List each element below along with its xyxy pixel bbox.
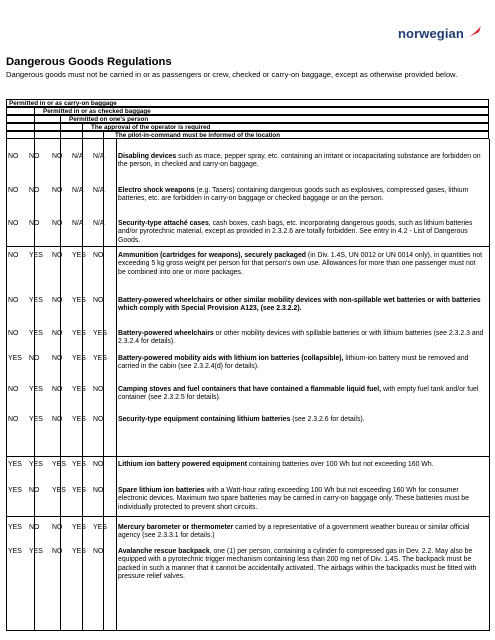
permission-cell: NO — [8, 330, 19, 337]
item-description — [118, 355, 485, 372]
permission-cell: NO — [29, 524, 40, 531]
group-divider — [6, 456, 489, 457]
item-description — [118, 461, 485, 469]
grid-line — [116, 139, 117, 631]
header-on-person — [6, 115, 489, 123]
permission-cell: YES — [29, 330, 43, 337]
item-detail: containing batteries over 100 Wh but not exceeding 160 Wh. — [247, 461, 434, 468]
item-description — [118, 487, 485, 512]
item-description — [118, 330, 485, 347]
item-name: Battery-powered mobility aids with lithium ion batteries (collapsible), — [118, 355, 344, 362]
header-label: The pilot-in-command must be informed of the location — [115, 132, 281, 139]
permission-cell: NO — [52, 220, 63, 227]
permission-cell: YES — [29, 297, 43, 304]
permission-cell: YES — [8, 355, 22, 362]
permission-cell: NO — [52, 548, 63, 555]
permission-cell: NO — [93, 297, 104, 304]
permission-cell: YES — [8, 487, 22, 494]
permission-cell: NO — [93, 416, 104, 423]
permission-cell: NO — [93, 548, 104, 555]
permission-cell: YES — [72, 416, 86, 423]
item-description — [118, 416, 485, 424]
permission-cell: NO — [29, 153, 40, 160]
permission-cell: NO — [52, 330, 63, 337]
item-detail: carried by a representative of a government weather bureau or similar official agency (see 2.3.3.1 for details.) — [118, 524, 470, 540]
item-detail: (e.g. Tasers) containing dangerous goods such as explosives, compressed gases, lithium batteries, etc. are forbidden in carry-on baggage or checked baggage or on the person. — [118, 187, 469, 203]
item-detail: with empty fuel tank and/or fuel container (see 2.3.2.5 for details). — [118, 386, 479, 402]
header-label: The approval of the operator is required — [91, 124, 211, 131]
item-name: Electro shock weapons — [118, 187, 195, 194]
permission-cell: N/A — [72, 187, 84, 194]
permission-cell: NO — [8, 220, 19, 227]
permission-cell: N/A — [72, 153, 84, 160]
permission-cell: NO — [93, 487, 104, 494]
permission-cell: YES — [29, 548, 43, 555]
item-name: Spare lithium ion batteries — [118, 487, 205, 494]
permission-cell: YES — [29, 252, 43, 259]
permission-cell: YES — [8, 524, 22, 531]
permission-cell: N/A — [93, 220, 105, 227]
permission-cell: YES — [52, 461, 66, 468]
item-name: Camping stoves and fuel containers that have contained a flammable liquid fuel, — [118, 386, 382, 393]
item-description — [118, 220, 485, 245]
page-title: Dangerous Goods Regulations — [6, 56, 172, 68]
permission-cell: YES — [72, 524, 86, 531]
item-description — [118, 252, 485, 277]
permission-cell: YES — [72, 297, 86, 304]
permission-cell: N/A — [72, 220, 84, 227]
permission-cell: YES — [72, 487, 86, 494]
permission-cell: YES — [8, 461, 22, 468]
item-name: Security-type attaché cases — [118, 220, 209, 227]
permission-cell: NO — [8, 187, 19, 194]
permission-cell: YES — [72, 252, 86, 259]
item-detail: with a Watt-hour rating exceeding 100 Wh but not exceeding 160 Wh for consumer electronic devices. Maximum two spare batteries may be carried in carry-on baggage only. These batteries must be individually protected to prevent short circuits. — [118, 487, 469, 511]
permission-cell: YES — [29, 461, 43, 468]
permission-cell: YES — [93, 330, 107, 337]
item-name: Avalanche rescue backpack — [118, 548, 210, 555]
grid-line — [6, 139, 7, 631]
permission-cell: NO — [29, 220, 40, 227]
item-description — [118, 153, 485, 170]
permission-cell: NO — [52, 524, 63, 531]
header-label: Permitted in or as carry-on baggage — [9, 100, 117, 107]
permission-cell: N/A — [93, 153, 105, 160]
item-detail: (in Div. 1.4S, UN 0012 or UN 0014 only), in quantities not exceeding 5 kg gross weight per person for that person's own use. Allowances for more than one passenger must not be combined into one or more packages. — [118, 252, 483, 276]
permission-cell: NO — [8, 297, 19, 304]
item-description — [118, 297, 485, 314]
permission-cell: NO — [93, 252, 104, 259]
item-name: Battery-powered wheelchairs — [118, 330, 214, 337]
header-checked — [6, 107, 489, 115]
group-divider — [6, 630, 489, 631]
norwegian-logo — [398, 25, 478, 45]
permission-cell: NO — [29, 355, 40, 362]
item-name: Mercury barometer or thermometer — [118, 524, 234, 531]
permission-cell: NO — [52, 153, 63, 160]
item-detail: or other mobility devices with spillable batteries or with lithium batteries (see 2.3.2.3 and 2.3.2.4 for details). — [118, 330, 484, 346]
permission-cell: YES — [93, 524, 107, 531]
header-label: Permitted on one's person — [69, 116, 149, 123]
permission-cell: NO — [8, 386, 19, 393]
grid-line — [489, 139, 490, 631]
item-name: Lithium ion battery powered equipment — [118, 461, 248, 468]
permission-cell: YES — [29, 386, 43, 393]
item-detail: , cash boxes, cash bags, etc. incorporating dangerous goods, such as lithium batteries and/or pyrotechnic material, except as provided in 2.3.2.6 are totally forbidden. See entry in 4.2 - List of Dangerous Goods. — [118, 220, 473, 244]
item-name: Ammunition (cartridges for weapons), securely packaged — [118, 252, 307, 259]
permission-cell: NO — [52, 187, 63, 194]
item-description — [118, 524, 485, 541]
item-detail: , one (1) per person, containing a cylinder fo compressed gas in Dev. 2.2. May also be equipped with a pyrotechnic trigger mechanism containing less than 200 mg net of Div. 1.4S. The backpack must be packed in such a manner that it cannot be accidentally activated. The airbags within the backpacks must be fitted with pressure relief valves. — [118, 548, 477, 581]
logo-text: norwegian — [398, 26, 464, 41]
permission-cell: NO — [52, 297, 63, 304]
header-label: Permitted in or as checked baggage — [43, 108, 151, 115]
item-name: Security-type equipment containing lithium batteries — [118, 416, 291, 423]
permission-cell: NO — [52, 355, 63, 362]
permission-cell: NO — [29, 187, 40, 194]
permission-cell: YES — [29, 416, 43, 423]
permission-cell: NO — [93, 461, 104, 468]
permission-cell: NO — [93, 386, 104, 393]
header-pilot-informed — [6, 131, 489, 139]
permission-cell: YES — [72, 548, 86, 555]
item-detail: (see 2.3.2.6 for details). — [290, 416, 365, 423]
item-description — [118, 187, 485, 204]
permission-cell: NO — [29, 487, 40, 494]
permission-cell: NO — [52, 252, 63, 259]
permission-cell: NO — [52, 416, 63, 423]
group-divider — [6, 246, 489, 247]
permission-cell: NO — [8, 153, 19, 160]
permission-cell: YES — [8, 548, 22, 555]
permission-cell: NO — [52, 386, 63, 393]
intro-paragraph: Dangerous goods must not be carried in or as passengers or crew, checked or carry-on baggage, except as otherwise provided below. — [6, 70, 458, 79]
item-name: Battery-powered wheelchairs or other similar mobility devices with non-spillable wet batteries or with batteries which comply with Special Provision A123, (see 2.3.2.2). — [118, 297, 481, 313]
permission-cell: YES — [72, 330, 86, 337]
permission-cell: NO — [8, 416, 19, 423]
permission-cell: YES — [93, 355, 107, 362]
item-description — [118, 386, 485, 403]
group-divider — [6, 516, 489, 517]
item-name: Disabling devices — [118, 153, 177, 160]
permission-cell: YES — [72, 386, 86, 393]
item-description — [118, 548, 485, 582]
swoosh-icon — [468, 25, 482, 39]
permission-cell: N/A — [93, 187, 105, 194]
item-detail: such as mace, pepper spray, etc. containing an irritant or incapacitating substance are forbidden on the person, in checked and carry-on baggage. — [118, 153, 481, 169]
header-carry-on — [6, 99, 489, 107]
permission-cell: YES — [52, 487, 66, 494]
header-operator-approval — [6, 123, 489, 131]
permission-cell: YES — [72, 461, 86, 468]
permission-cell: NO — [8, 252, 19, 259]
item-detail: lithium-ion battery must be removed and carried in the cabin (see 2.3.2.4(d) for details). — [118, 355, 469, 371]
permission-cell: YES — [72, 355, 86, 362]
